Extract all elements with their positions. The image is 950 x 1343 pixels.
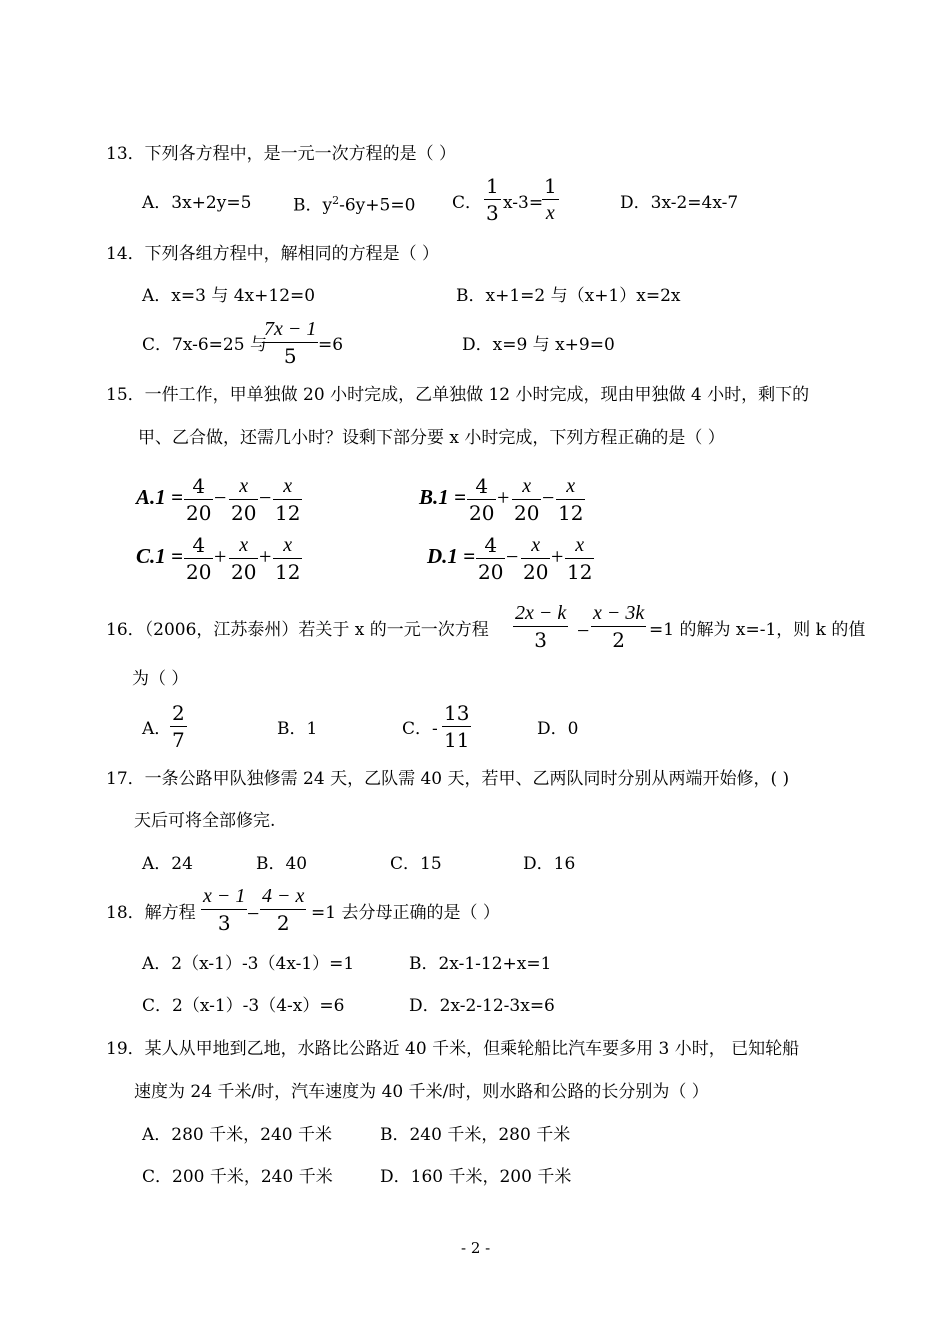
q15-d-f1-den: 20	[478, 560, 504, 584]
q16-c-den: 11	[444, 728, 470, 752]
q15-a-op-1: −	[214, 485, 227, 510]
q18-option-c: C．2（x-1）-3（4-x）=6	[142, 996, 345, 1016]
q15-d-f1-num: 4	[484, 533, 498, 557]
q15-b-frac-3	[556, 476, 585, 523]
q15-a-op-2: −	[259, 485, 272, 510]
q19-line-1: 19．某人从甲地到乙地，水路比公路近 40 千米，但乘轮船比汽车要多用 3 小时， 已知轮船	[106, 1039, 800, 1059]
q16-f2-num: x − 3k	[593, 602, 645, 624]
q13-c-mid: x-3=	[503, 193, 544, 213]
q18-option-a: A．2（x-1）-3（4x-1）=1	[142, 954, 355, 974]
q16-c-fraction	[442, 703, 471, 750]
q15-a-f1-num: 4	[192, 474, 206, 498]
q13-c-f1-num: 1	[486, 174, 499, 198]
q15-a-f3-num: x	[283, 475, 293, 497]
q13-c-f2-den: x	[542, 199, 559, 223]
q13-option-a: A．3x+2y=5	[142, 193, 252, 213]
q13-c-fraction-2	[542, 176, 559, 223]
q17-option-b: B．40	[256, 854, 308, 874]
q15-c-frac-2	[229, 535, 258, 582]
q15-option-c-label: C.1 =	[136, 544, 183, 568]
q13-option-d: D．3x-2=4x-7	[620, 193, 739, 213]
q14-stem: 14．下列各组方程中，解相同的方程是（ ）	[106, 244, 440, 264]
q14-option-c-pre: C．7x-6=25 与	[142, 335, 267, 355]
q15-b-f1-num: 4	[475, 474, 489, 498]
q15-b-f1-den: 20	[469, 501, 495, 525]
q16-a-num: 2	[172, 701, 185, 725]
q14-option-c-post: =6	[318, 335, 344, 355]
q15-c-op-2: +	[259, 544, 272, 569]
q19-option-c: C．200 千米，240 千米	[142, 1167, 333, 1187]
q16-a-den: 7	[172, 728, 185, 752]
q15-a-f1-den: 20	[186, 501, 212, 525]
q14-c-den: 5	[262, 342, 318, 366]
q16-option-c-label: C．-	[402, 719, 438, 739]
q18-minus: −	[247, 901, 260, 926]
q18-stem-pre: 18．解方程	[106, 903, 196, 923]
q16-stem-post: =1 的解为 x=-1，则 k 的值	[649, 620, 866, 640]
q13-option-c-label: C．	[452, 193, 483, 213]
q15-a-frac-3	[273, 476, 302, 523]
q18-fraction-2	[260, 886, 306, 933]
q15-c-frac-3	[273, 535, 302, 582]
q19-option-d: D．160 千米，200 千米	[380, 1167, 572, 1187]
q13-b-pre: B．y	[293, 195, 333, 216]
q16-line-2: 为（ ）	[132, 669, 189, 689]
q15-c-f1-num: 4	[192, 533, 206, 557]
q15-b-op-2: −	[542, 485, 555, 510]
q15-c-frac-1	[184, 535, 213, 582]
q15-b-f3-den: 12	[558, 501, 584, 525]
q16-fraction-1	[513, 603, 568, 650]
q16-f2-den: 2	[591, 626, 646, 650]
q15-option-d-label: D.1 =	[427, 544, 476, 568]
q13-b-sup: 2	[332, 194, 340, 207]
q15-b-f2-den: 20	[514, 501, 540, 525]
q15-d-f2-num: x	[531, 534, 541, 556]
q15-a-f2-num: x	[239, 475, 249, 497]
q19-option-a: A．280 千米，240 千米	[142, 1125, 332, 1145]
q15-line-2: 甲、乙合做，还需几小时？设剩下部分要 x 小时完成，下列方程正确的是（ ）	[138, 428, 725, 448]
page-number: - 2 -	[461, 1239, 491, 1257]
q18-stem-post: =1 去分母正确的是（ ）	[311, 903, 500, 923]
q17-line-1: 17．一条公路甲队独修需 24 天，乙队需 40 天，若甲、乙两队同时分别从两端开始修，( )	[106, 769, 790, 789]
q14-c-fraction	[262, 319, 318, 366]
q16-minus: −	[577, 618, 590, 643]
q16-a-fraction	[170, 703, 187, 750]
q14-c-num: 7x − 1	[264, 318, 317, 340]
q19-line-2: 速度为 24 千米/时，汽车速度为 40 千米/时，则水路和公路的长分别为（ ）	[134, 1082, 709, 1102]
q15-d-frac-2	[521, 535, 550, 582]
q15-b-frac-1	[467, 476, 496, 523]
q15-d-op-2: +	[551, 544, 564, 569]
q13-c-fraction-1	[484, 176, 501, 223]
q14-option-a: A．x=3 与 4x+12=0	[142, 286, 316, 306]
q15-a-frac-2	[229, 476, 258, 523]
q16-option-a-label: A．	[142, 719, 172, 739]
q15-b-frac-2	[512, 476, 541, 523]
q17-option-a: A．24	[142, 854, 193, 874]
q13-option-b	[293, 195, 415, 215]
q15-c-f3-num: x	[283, 534, 293, 556]
q16-option-b: B．1	[277, 719, 318, 739]
q19-option-b: B．240 千米，280 千米	[380, 1125, 571, 1145]
q15-c-f2-num: x	[239, 534, 249, 556]
q13-c-f1-den: 3	[486, 201, 499, 225]
q15-c-f3-den: 12	[275, 560, 301, 584]
q15-line-1: 15．一件工作，甲单独做 20 小时完成，乙单独做 12 小时完成，现由甲独做 4 小时，剩下的	[106, 385, 810, 405]
q15-b-op-1: +	[497, 485, 510, 510]
q18-f2-den: 2	[260, 909, 306, 933]
q16-c-num: 13	[444, 701, 470, 725]
q18-option-b: B．2x-1-12+x=1	[409, 954, 552, 974]
q18-fraction-1	[201, 886, 247, 933]
q16-stem-pre: 16．（2006，江苏泰州）若关于 x 的一元一次方程	[106, 620, 489, 640]
q15-b-f3-num: x	[566, 475, 576, 497]
q17-option-d: D．16	[523, 854, 576, 874]
q18-f2-num: 4 − x	[262, 885, 305, 907]
q16-f1-den: 3	[513, 626, 568, 650]
q15-c-op-1: +	[214, 544, 227, 569]
q15-b-f2-num: x	[522, 475, 532, 497]
q15-option-b-label: B.1 =	[419, 485, 466, 509]
q15-a-f3-den: 12	[275, 501, 301, 525]
q15-d-frac-3	[565, 535, 594, 582]
q13-stem: 13．下列各方程中，是一元一次方程的是（ ）	[106, 144, 457, 164]
q15-option-a-label: A.1 =	[136, 485, 183, 509]
q15-d-f2-den: 20	[523, 560, 549, 584]
q13-c-f2-num: 1	[544, 174, 557, 198]
q17-line-2: 天后可将全部修完.	[134, 811, 276, 831]
q15-c-f2-den: 20	[231, 560, 257, 584]
q13-b-post: -6y+5=0	[339, 195, 416, 216]
q16-f1-num: 2x − k	[515, 602, 567, 624]
q15-d-f3-num: x	[575, 534, 585, 556]
q17-option-c: C．15	[390, 854, 442, 874]
q16-fraction-2	[591, 603, 646, 650]
q18-f1-num: x − 1	[203, 885, 246, 907]
q15-d-frac-1	[476, 535, 505, 582]
q16-option-d: D．0	[537, 719, 579, 739]
q15-a-frac-1	[184, 476, 213, 523]
q14-option-d: D．x=9 与 x+9=0	[462, 335, 615, 355]
q15-c-f1-den: 20	[186, 560, 212, 584]
q15-d-f3-den: 12	[567, 560, 593, 584]
q18-option-d: D．2x-2-12-3x=6	[409, 996, 555, 1016]
q15-a-f2-den: 20	[231, 501, 257, 525]
q14-option-b: B．x+1=2 与（x+1）x=2x	[456, 286, 681, 306]
q18-f1-den: 3	[201, 909, 247, 933]
q15-d-op-1: −	[506, 544, 519, 569]
